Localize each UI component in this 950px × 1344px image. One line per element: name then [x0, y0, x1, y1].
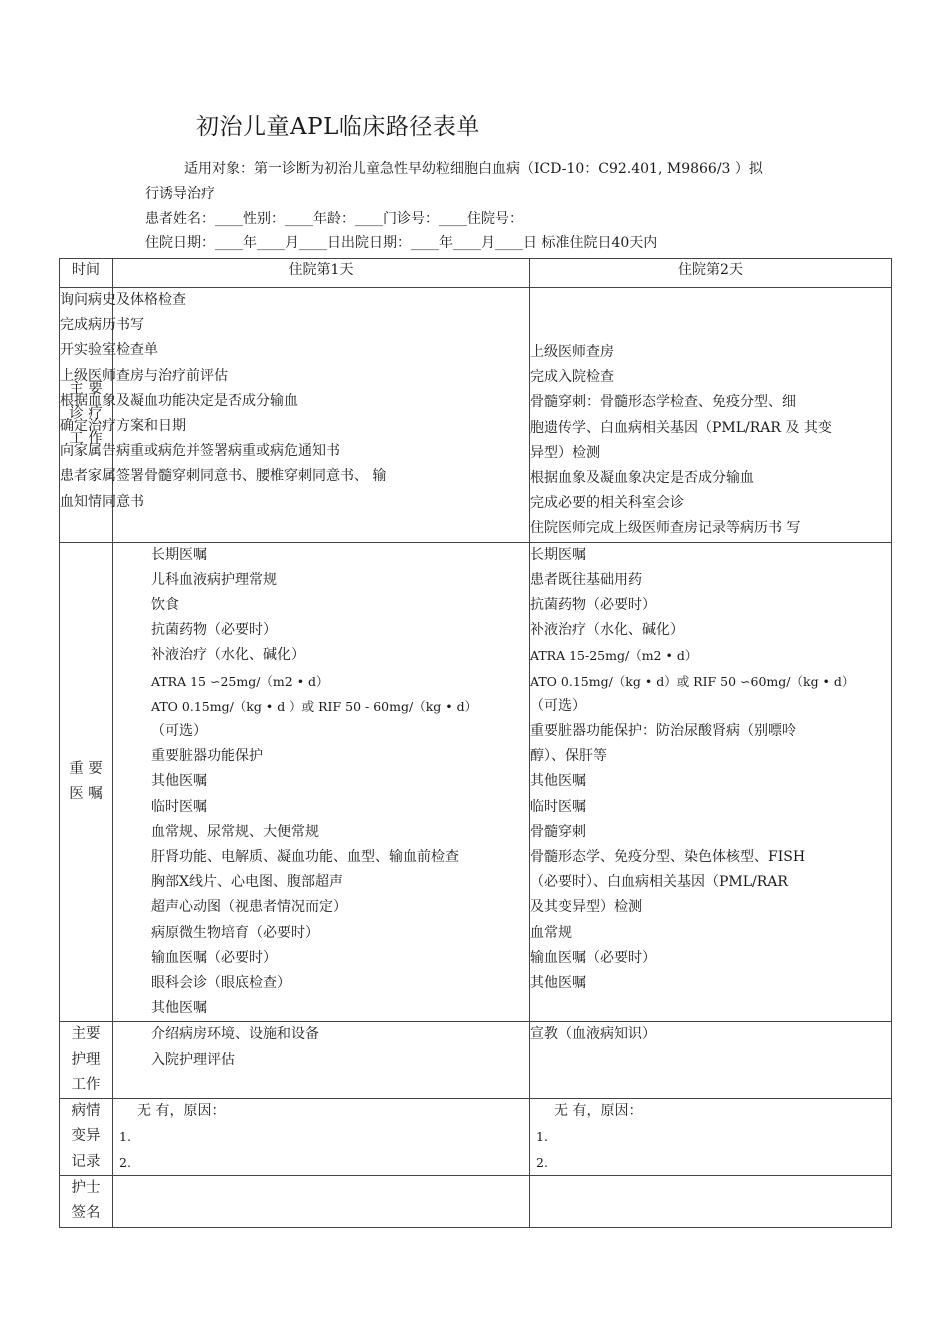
list-item: ATO 0.15mg/（kg • d）或 RIF 50 ∽60mg/（kg • d） — [530, 673, 855, 689]
list-item: 宣教（血液病知识） — [530, 1026, 656, 1043]
list-item: 介绍病房环境、设施和设备 — [151, 1026, 319, 1043]
list-item: 入院护理评估 — [151, 1051, 235, 1068]
nursing-day2-cell — [530, 1022, 892, 1099]
list-item: 及其变异型）检测 — [530, 899, 642, 916]
list-item: 临时医嘱 — [530, 798, 586, 815]
row-nursing-work — [60, 1022, 892, 1099]
list-item: 异型）检测 — [530, 444, 600, 461]
row-label-variation — [60, 1099, 113, 1176]
list-item: 完成病历书写 — [60, 317, 144, 334]
list-item: ATRA 15-25mg/（m2 • d） — [530, 648, 698, 664]
header-day2: 住院第2天 — [530, 259, 892, 288]
diagnosis-day2-cell — [530, 288, 892, 543]
row-label-nursing — [60, 1022, 113, 1099]
label-line: 记录 — [71, 1153, 101, 1170]
label-line: 主要 — [71, 1026, 101, 1043]
list-item: 上级医师查房 — [530, 344, 614, 360]
list-item: 补液治疗（水化、碱化） — [530, 622, 684, 639]
list-item: 询问病史及体格检查 — [60, 292, 186, 308]
label-line: 重 要 — [69, 760, 103, 777]
signature-day2-cell[interactable] — [530, 1175, 892, 1227]
label-line: 护理 — [71, 1051, 101, 1068]
row-nurse-signature — [60, 1175, 892, 1227]
list-item: 骨髓穿刺 — [530, 823, 586, 840]
list-item: 病原微生物培育（必要时） — [151, 924, 319, 941]
list-item: 其他医嘱 — [151, 773, 207, 790]
variation-item-1: 1. — [119, 1129, 131, 1145]
list-item: 开实验室检查单 — [60, 342, 158, 359]
orders-day1-cell — [113, 542, 530, 1022]
header-row — [60, 259, 892, 288]
applicable-subject-line: 适用对象：第一诊断为初治儿童急性早幼粒细胞白血病（ICD-10：C92.401, M9866/3 ）拟 — [184, 161, 763, 177]
clinical-pathway-table — [59, 258, 892, 1228]
list-item: 输血医嘱（必要时） — [530, 949, 656, 966]
list-item: ATRA 15 ∽25mg/（m2 • d） — [151, 673, 329, 689]
list-item: 补液治疗（水化、碱化） — [151, 647, 305, 664]
list-item: 抗菌药物（必要时） — [151, 622, 277, 639]
row-label-orders — [60, 542, 113, 1022]
list-item: （必要时）、白血病相关基因（PML/RAR — [530, 874, 788, 891]
label-line: 护士 — [71, 1180, 101, 1196]
list-item: ATO 0.15mg/（kg • d ）或 RIF 50 - 60mg/（kg • d） — [151, 698, 478, 714]
label-line: 签名 — [71, 1205, 101, 1222]
list-item: 根据血象及凝血象决定是否成分输血 — [530, 470, 754, 487]
list-item: 临时医嘱 — [151, 798, 207, 815]
row-variation-record — [60, 1099, 892, 1176]
list-item: 住院医师完成上级医师查房记录等病历书 写 — [530, 520, 801, 537]
list-item: 胞遗传学、白血病相关基因（PML/RAR 及 其变 — [530, 419, 832, 436]
variation-item-2: 2. — [119, 1154, 131, 1170]
label-line: 主 要 — [69, 381, 103, 397]
list-item: 完成必要的相关科室会诊 — [530, 495, 684, 512]
list-item: （可选） — [530, 697, 586, 714]
variation-item-2: 2. — [536, 1154, 548, 1170]
list-item: 儿科血液病护理常规 — [151, 571, 277, 588]
variation-day1-cell — [113, 1099, 530, 1176]
applicable-subject-line-cont: 行诱导治疗 — [145, 186, 215, 202]
admission-date-line: 住院日期：____年____月____日出院日期：____年____月____日 标准住院日40天内 — [145, 235, 658, 251]
row-important-orders — [60, 542, 892, 1022]
label-line: 病情 — [71, 1103, 101, 1120]
list-item: 抗菌药物（必要时） — [530, 597, 656, 614]
variation-day2-cell — [530, 1099, 892, 1176]
list-item: 骨髓形态学、免疫分型、染色体核型、FISH — [530, 849, 806, 866]
label-line: 变异 — [71, 1128, 101, 1145]
list-item: 其他医嘱 — [530, 975, 586, 992]
list-item: 肝肾功能、电解质、凝血功能、血型、输血前检查 — [151, 849, 459, 866]
header-day1: 住院第1天 — [113, 259, 530, 288]
list-item: 确定治疗方案和日期 — [60, 418, 186, 435]
list-item: 长期医嘱 — [151, 546, 207, 563]
list-item: 重要脏器功能保护 — [151, 748, 263, 765]
row-diagnosis-work — [60, 288, 892, 543]
patient-info-line: 患者姓名：____性别：____年龄：____门诊号：____住院号： — [145, 211, 523, 227]
list-item: 饮食 — [151, 597, 179, 614]
list-item: 上级医师查房与治疗前评估 — [60, 367, 228, 384]
list-item: 其他医嘱 — [151, 1000, 207, 1017]
list-item: 超声心动图（视患者情况而定） — [151, 899, 347, 916]
list-item: 患者家属签署骨髓穿刺同意书、腰椎穿刺同意书、 输 — [60, 468, 387, 485]
label-line: 工作 — [71, 1076, 101, 1093]
label-line: 工 作 — [69, 431, 103, 448]
list-item: （可选） — [151, 723, 207, 740]
nursing-day1-cell — [113, 1022, 530, 1099]
list-item: 患者既往基础用药 — [530, 571, 642, 588]
list-item: 血知情同意书 — [60, 493, 144, 510]
form-title: 初治儿童APL临床路径表单 — [196, 114, 480, 140]
header-time: 时间 — [60, 259, 113, 288]
list-item: 醇）、保肝等 — [530, 748, 607, 765]
list-item: 血常规、尿常规、大便常规 — [151, 823, 319, 840]
list-item: 长期医嘱 — [530, 546, 586, 563]
list-item: 输血医嘱（必要时） — [151, 949, 277, 966]
orders-day2-cell — [530, 542, 892, 1022]
list-item: 重要脏器功能保护：防治尿酸肾病（别嘌呤 — [530, 723, 796, 740]
variation-none-has: 无 有，原因： — [137, 1103, 226, 1120]
list-item: 胸部X线片、心电图、腹部超声 — [151, 874, 343, 891]
row-label-signature — [60, 1175, 113, 1227]
list-item: 骨髓穿刺：骨髓形态学检查、免疫分型、细 — [530, 394, 796, 411]
list-item: 根据血象及凝血功能决定是否成分输血 — [60, 392, 298, 409]
list-item: 眼科会诊（眼底检查） — [151, 975, 291, 992]
list-item: 血常规 — [530, 924, 572, 941]
label-line: 医 嘱 — [69, 786, 103, 803]
variation-none-has: 无 有，原因： — [554, 1103, 643, 1120]
signature-day1-cell[interactable] — [113, 1175, 530, 1227]
variation-item-1: 1. — [536, 1129, 548, 1145]
label-line: 诊 疗 — [69, 406, 103, 423]
list-item: 完成入院检查 — [530, 369, 614, 386]
list-item: 向家属告病重或病危并签署病重或病危通知书 — [60, 443, 340, 460]
list-item: 其他医嘱 — [530, 773, 586, 790]
